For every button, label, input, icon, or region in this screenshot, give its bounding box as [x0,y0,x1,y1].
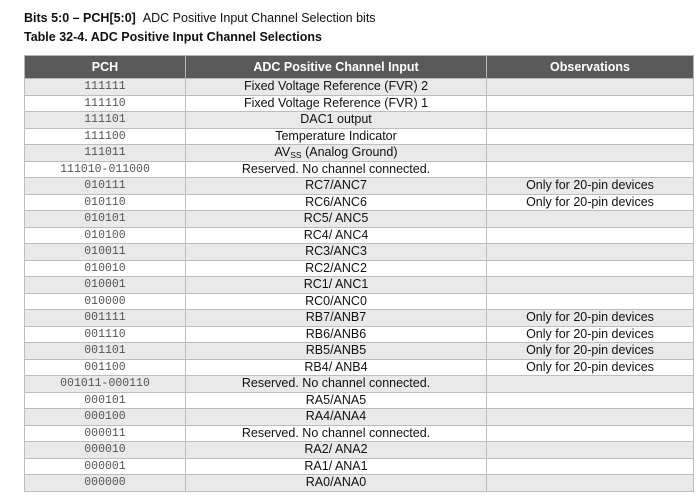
bits-description: ADC Positive Input Channel Selection bits [142,11,376,25]
observation-cell [487,79,694,96]
table-row [25,112,694,129]
input-cell: Reserved. No channel connected. [186,161,487,178]
pch-cell: 001011-000110 [25,376,186,393]
pch-cell: 010001 [25,277,186,294]
table-row [25,161,694,178]
pch-cell: 001100 [25,359,186,376]
table-row [25,359,694,376]
input-cell: RC5/ ANC5 [186,211,487,228]
input-subscript: SS [290,150,302,161]
observation-cell [487,244,694,261]
table-row [25,178,694,195]
pch-cell: 111111 [25,79,186,96]
table-row [25,244,694,261]
table-row [25,409,694,426]
input-cell: RB6/ANB6 [186,326,487,343]
input-cell: RC3/ANC3 [186,244,487,261]
input-cell: RA2/ ANA2 [186,442,487,459]
input-cell: RA5/ANA5 [186,392,487,409]
observation-cell [487,409,694,426]
pch-cell: 010100 [25,227,186,244]
table-title: Table 32-4. ADC Positive Input Channel Selections [24,30,322,44]
channel-selection-table [24,55,694,492]
pch-cell: 000100 [25,409,186,426]
input-cell: Temperature Indicator [186,128,487,145]
observation-cell: Only for 20-pin devices [487,310,694,327]
pch-cell: 010011 [25,244,186,261]
input-cell: DAC1 output [186,112,487,129]
table-row [25,194,694,211]
table-header-row [25,56,694,79]
input-text-suffix: (Analog Ground) [301,145,398,160]
column-header-observations: Observations [487,56,694,79]
pch-cell: 000010 [25,442,186,459]
input-cell: RB4/ ANB4 [186,359,487,376]
observation-cell [487,475,694,492]
column-header-input: ADC Positive Channel Input [186,56,487,79]
section-heading [24,11,376,26]
observation-cell: Only for 20-pin devices [487,359,694,376]
input-cell: RC4/ ANC4 [186,227,487,244]
pch-cell: 000000 [25,475,186,492]
table-row [25,128,694,145]
input-cell: RC2/ANC2 [186,260,487,277]
observation-cell [487,392,694,409]
input-cell: Fixed Voltage Reference (FVR) 2 [186,79,487,96]
pch-cell: 000101 [25,392,186,409]
pch-cell: 000001 [25,458,186,475]
pch-cell: 111100 [25,128,186,145]
input-cell: RC1/ ANC1 [186,277,487,294]
input-cell: Reserved. No channel connected. [186,376,487,393]
pch-cell: 010010 [25,260,186,277]
table-row [25,260,694,277]
input-cell: RA4/ANA4 [186,409,487,426]
table-row [25,79,694,96]
pch-cell: 111010-011000 [25,161,186,178]
input-cell: Reserved. No channel connected. [186,425,487,442]
table-row [25,227,694,244]
observation-cell [487,211,694,228]
pch-cell: 111110 [25,95,186,112]
table-row [25,326,694,343]
table-row [25,293,694,310]
table-row [25,343,694,360]
column-header-pch: PCH [25,56,186,79]
input-cell: RB7/ANB7 [186,310,487,327]
input-cell: RA0/ANA0 [186,475,487,492]
observation-cell [487,425,694,442]
table-row [25,475,694,492]
input-cell: RC7/ANC7 [186,178,487,195]
observation-cell: Only for 20-pin devices [487,178,694,195]
observation-cell [487,376,694,393]
observation-cell [487,95,694,112]
observation-cell [487,145,694,162]
observation-cell [487,277,694,294]
pch-cell: 010111 [25,178,186,195]
input-cell [186,145,487,162]
input-cell: RC0/ANC0 [186,293,487,310]
table-row [25,145,694,162]
bits-label: Bits 5:0 – PCH[5:0] [24,11,136,25]
input-cell: Fixed Voltage Reference (FVR) 1 [186,95,487,112]
pch-cell: 111011 [25,145,186,162]
table-row [25,310,694,327]
observation-cell [487,458,694,475]
table-row [25,277,694,294]
observation-cell: Only for 20-pin devices [487,326,694,343]
observation-cell [487,161,694,178]
pch-cell: 010110 [25,194,186,211]
input-cell: RC6/ANC6 [186,194,487,211]
table-row [25,211,694,228]
table-row [25,442,694,459]
table-row [25,458,694,475]
table-row [25,376,694,393]
observation-cell [487,442,694,459]
pch-cell: 001111 [25,310,186,327]
pch-cell: 001101 [25,343,186,360]
pch-cell: 010000 [25,293,186,310]
observation-cell [487,128,694,145]
observation-cell [487,260,694,277]
table-body [25,79,694,492]
observation-cell: Only for 20-pin devices [487,343,694,360]
table-row [25,425,694,442]
observation-cell [487,112,694,129]
observation-cell [487,227,694,244]
input-cell: RA1/ ANA1 [186,458,487,475]
observation-cell [487,293,694,310]
pch-cell: 001110 [25,326,186,343]
table-row [25,392,694,409]
table-row [25,95,694,112]
pch-cell: 000011 [25,425,186,442]
observation-cell: Only for 20-pin devices [487,194,694,211]
input-cell: RB5/ANB5 [186,343,487,360]
pch-cell: 010101 [25,211,186,228]
pch-cell: 111101 [25,112,186,129]
input-text: AV [274,145,291,160]
